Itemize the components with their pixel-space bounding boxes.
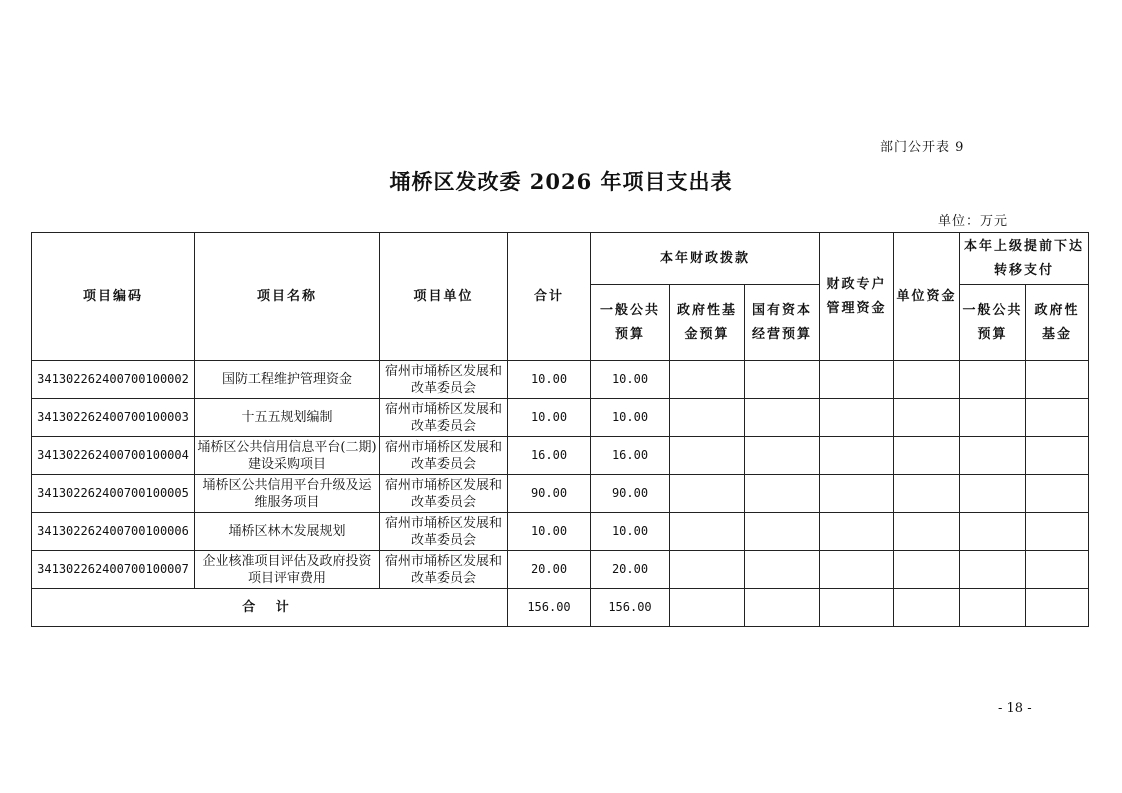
- header-gov-fund: 政府性基金预算: [670, 285, 745, 361]
- row-total: 10.00: [508, 399, 591, 437]
- row-unit: 宿州市埇桥区发展和改革委员会: [380, 399, 508, 437]
- row-code: 341302262400700100003: [32, 399, 195, 437]
- row-name: 埇桥区林木发展规划: [195, 513, 380, 551]
- row-name: 十五五规划编制: [195, 399, 380, 437]
- table-row: [32, 551, 1089, 589]
- header-general-budget: 一般公共预算: [591, 285, 670, 361]
- row-unit: 宿州市埇桥区发展和改革委员会: [380, 361, 508, 399]
- row-unit: 宿州市埇桥区发展和改革委员会: [380, 437, 508, 475]
- page-number: - 18 -: [998, 701, 1032, 716]
- header-total: 合计: [508, 233, 591, 361]
- row-unit: 宿州市埇桥区发展和改革委员会: [380, 513, 508, 551]
- header-transfer-general: 一般公共预算: [960, 285, 1026, 361]
- header-transfer-group: 本年上级提前下达转移支付: [960, 233, 1089, 285]
- row-code: 341302262400700100006: [32, 513, 195, 551]
- row-general: 16.00: [591, 437, 670, 475]
- header-project-name: 项目名称: [195, 233, 380, 361]
- row-general: 10.00: [591, 513, 670, 551]
- row-total: 10.00: [508, 361, 591, 399]
- row-general: 20.00: [591, 551, 670, 589]
- row-total: 20.00: [508, 551, 591, 589]
- row-total: 16.00: [508, 437, 591, 475]
- header-project-code: 项目编码: [32, 233, 195, 361]
- row-name: 企业核准项目评估及政府投资项目评审费用: [195, 551, 380, 589]
- row-name: 国防工程维护管理资金: [195, 361, 380, 399]
- header-unit-funds: 单位资金: [894, 233, 960, 361]
- row-unit: 宿州市埇桥区发展和改革委员会: [380, 475, 508, 513]
- table-row: [32, 361, 1089, 399]
- total-general: 156.00: [591, 589, 670, 627]
- header-fiscal-special: 财政专户管理资金: [820, 233, 894, 361]
- table-row: [32, 437, 1089, 475]
- row-code: 341302262400700100007: [32, 551, 195, 589]
- header-transfer-gov-fund: 政府性基金: [1026, 285, 1089, 361]
- page-title: 埇桥区发改委 2026 年项目支出表: [389, 169, 733, 194]
- total-label: 合 计: [32, 589, 508, 627]
- total-sum: 156.00: [508, 589, 591, 627]
- table-row: [32, 399, 1089, 437]
- header-state-capital: 国有资本经营预算: [745, 285, 820, 361]
- total-row: [32, 589, 1089, 627]
- header-project-unit: 项目单位: [380, 233, 508, 361]
- row-unit: 宿州市埇桥区发展和改革委员会: [380, 551, 508, 589]
- row-name: 埇桥区公共信用平台升级及运维服务项目: [195, 475, 380, 513]
- header-fiscal-group: 本年财政拨款: [591, 233, 820, 285]
- row-total: 90.00: [508, 475, 591, 513]
- row-name: 埇桥区公共信用信息平台(二期)建设采购项目: [195, 437, 380, 475]
- row-general: 10.00: [591, 361, 670, 399]
- form-label: 部门公开表 9: [880, 140, 965, 155]
- row-code: 341302262400700100002: [32, 361, 195, 399]
- row-code: 341302262400700100004: [32, 437, 195, 475]
- row-code: 341302262400700100005: [32, 475, 195, 513]
- row-general: 90.00: [591, 475, 670, 513]
- row-general: 10.00: [591, 399, 670, 437]
- unit-label: 单位：万元: [938, 214, 1009, 229]
- table-row: [32, 513, 1089, 551]
- table-row: [32, 475, 1089, 513]
- project-expenditure-table: [31, 232, 1089, 627]
- row-total: 10.00: [508, 513, 591, 551]
